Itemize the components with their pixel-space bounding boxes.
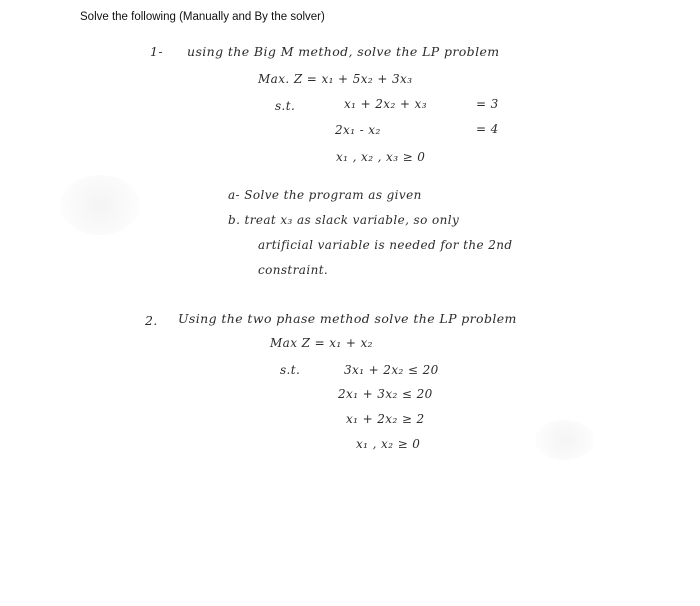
paper-smudge: [60, 175, 140, 235]
problem-2-constraint-3: x₁ + 2x₂ ≥ 2: [346, 412, 425, 426]
problem-2-constraint-1: 3x₁ + 2x₂ ≤ 20: [344, 363, 439, 377]
problem-2-st-label: s.t.: [280, 363, 301, 377]
problem-1-constraint-2-rhs: = 4: [476, 122, 499, 136]
problem-1-constraint-1: x₁ + 2x₂ + x₃: [344, 97, 427, 111]
problem-1-constraint-2: 2x₁ - x₂: [335, 123, 381, 137]
problem-1-part-b-line-2: artificial variable is needed for the 2nd: [258, 238, 513, 252]
problem-1-number: 1-: [150, 44, 163, 59]
problem-2-nonnegativity: x₁ , x₂ ≥ 0: [356, 437, 421, 451]
problem-2-objective: Max Z = x₁ + x₂: [270, 336, 373, 350]
problem-1-part-b-line-3: constraint.: [258, 263, 329, 277]
problem-1-part-b-line-1: b. treat x₃ as slack variable, so only: [228, 213, 460, 227]
problem-1-intro: using the Big M method, solve the LP problem: [187, 44, 500, 59]
problem-2-constraint-2: 2x₁ + 3x₂ ≤ 20: [338, 387, 433, 401]
page-heading: Solve the following (Manually and By the solver): [80, 11, 325, 23]
problem-1-constraint-1-rhs: = 3: [476, 97, 499, 111]
problem-2-number: 2.: [145, 313, 158, 328]
problem-1-objective: Max. Z = x₁ + 5x₂ + 3x₃: [258, 72, 413, 86]
problem-1-part-a: a- Solve the program as given: [228, 188, 422, 202]
problem-1-nonnegativity: x₁ , x₂ , x₃ ≥ 0: [336, 150, 426, 164]
problem-2-intro: Using the two phase method solve the LP problem: [178, 311, 517, 326]
paper-smudge: [535, 420, 595, 460]
problem-1-st-label: s.t.: [275, 99, 296, 113]
